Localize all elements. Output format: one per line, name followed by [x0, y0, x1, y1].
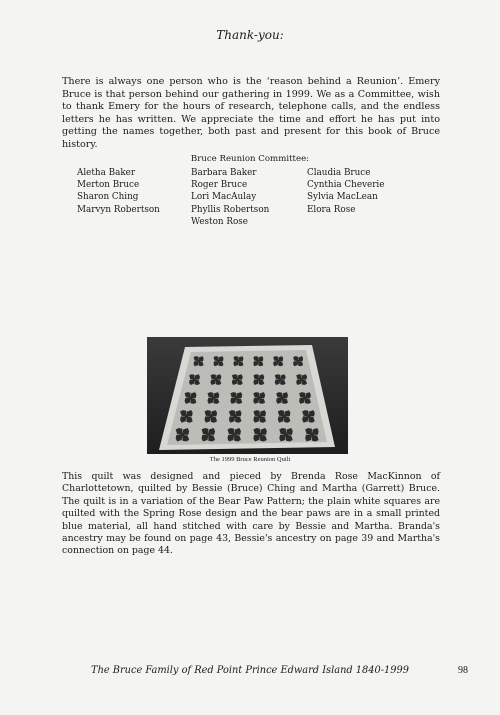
committee-member: Cynthia Cheverie [307, 180, 385, 191]
committee-column-1 [77, 167, 160, 216]
committee-member: Lori MacAulay [191, 192, 257, 203]
quilt-description: This quilt was designed and pieced by Brenda Rose MacKinnon of Charlottetown, quilted by Bessie (Bruce) Ching and Martha (Garrett) Bruce. The quilt is in a variation of the Bear Paw Pattern; the plain white squares are quilted with the Spring Rose design and the bear paws are in a small printed blue material, all hand stitched with care by Bessie and Martha. Branda's ancestry may be found on page 43, Bessie's ancestry on page 39 and Martha's connection on page 44. [62, 471, 440, 557]
committee-member: Claudia Bruce [307, 168, 371, 178]
committee-member: Roger Bruce [191, 180, 248, 191]
committee-heading: Bruce Reunion Committee: [190, 154, 310, 164]
quilt-photo-image [147, 337, 348, 454]
intro-paragraph: There is always one person who is the ‘reason behind a Reunion’. Emery Bruce is that person behind our gathering in 1999. We as a Committee, wish to thank Emery for the hours of research, telephone calls, and the endless letters he has written. We appreciate the time and effort he has put into getting the names together, both past and present for this book of Bruce history. [62, 76, 440, 150]
committee-column-3 [307, 167, 384, 216]
committee-member: Barbara Baker [191, 168, 257, 178]
committee-member: Sylvia MacLean [307, 192, 378, 203]
committee-member: Sharon Ching [77, 192, 139, 203]
committee-member: Aletha Baker [77, 168, 136, 178]
book-footer: The Bruce Family of Red Point Prince Edward Island 1840-1999 [91, 665, 409, 676]
page-title: Thank-you: [216, 28, 284, 42]
committee-column-2 [191, 167, 269, 228]
quilt-photo [147, 337, 348, 454]
committee-member: Weston Rose [191, 216, 248, 227]
page-number: 98 [458, 665, 468, 676]
committee-member: Phyllis Robertson [191, 204, 270, 215]
photo-caption: The 1999 Bruce Reunion Quilt [209, 456, 291, 463]
committee-member: Marvyn Robertson [77, 204, 160, 215]
committee-member: Merton Bruce [77, 180, 140, 191]
committee-member: Elora Rose [307, 204, 356, 215]
